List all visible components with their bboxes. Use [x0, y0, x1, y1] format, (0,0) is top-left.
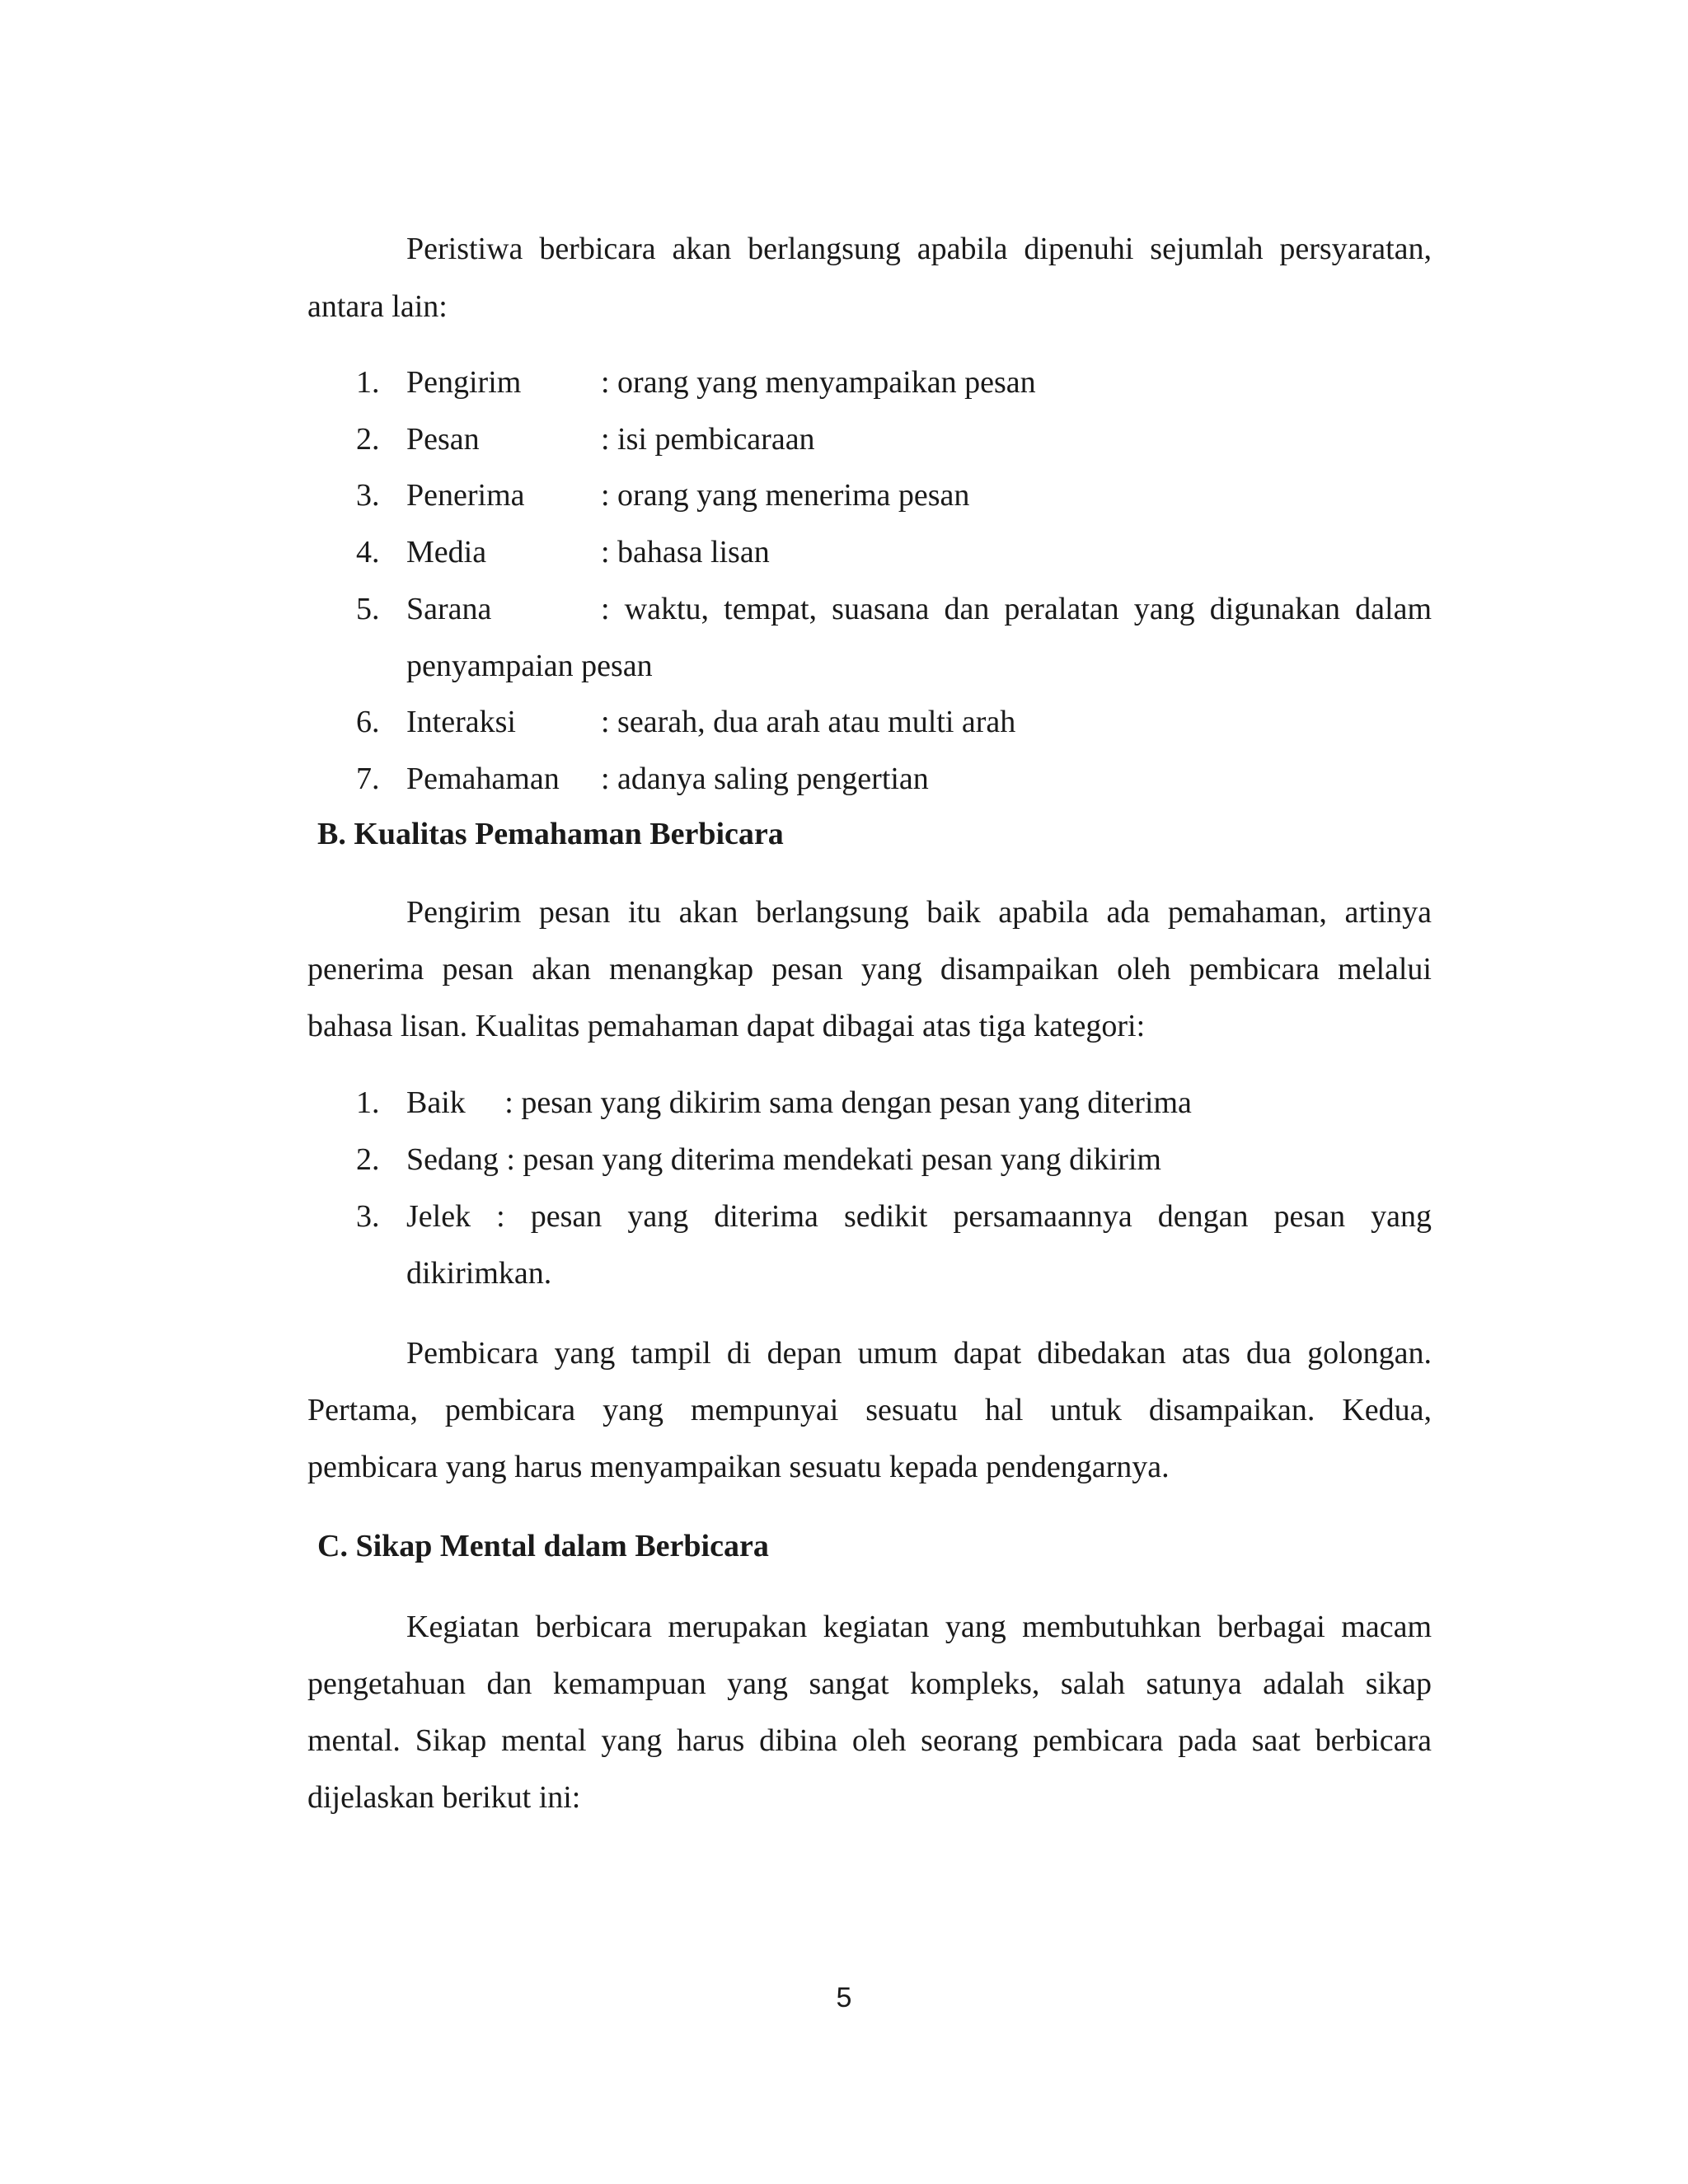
list-label: Sarana — [406, 592, 492, 626]
paragraph-line: Pertama, pembicara yang mempunyai sesuatu hal untuk disampaikan. Kedua, — [307, 1393, 1432, 1427]
list-label: Penerima — [406, 478, 525, 513]
list-label: Pesan — [406, 422, 480, 457]
paragraph-line: bahasa lisan. Kualitas pemahaman dapat dibagai atas tiga kategori: — [307, 1009, 1146, 1043]
paragraph-line: mental. Sikap mental yang harus dibina oleh seorang pembicara pada saat berbicara — [307, 1723, 1432, 1758]
paragraph-line: dijelaskan berikut ini: — [307, 1780, 581, 1815]
list-description: : isi pembicaraan — [601, 422, 815, 457]
paragraph-line: pembicara yang harus menyampaikan sesuatu kepada pendengarnya. — [307, 1450, 1170, 1484]
list-label: Pemahaman — [406, 762, 560, 796]
list-text: Baik : pesan yang dikirim sama dengan pesan yang diterima — [406, 1085, 1192, 1120]
section-heading-b: B. Kualitas Pemahaman Berbicara — [317, 817, 784, 851]
intro-line-1: Peristiwa berbicara akan berlangsung apabila dipenuhi sejumlah persyaratan, — [406, 232, 1432, 266]
section-heading-c: C. Sikap Mental dalam Berbicara — [317, 1529, 769, 1563]
paragraph-line: penerima pesan akan menangkap pesan yang disampaikan oleh pembicara melalui — [307, 952, 1432, 987]
list-label: Interaksi — [406, 705, 516, 739]
list-number: 4. — [356, 535, 380, 569]
paragraph-line: Kegiatan berbicara merupakan kegiatan yang membutuhkan berbagai macam — [406, 1610, 1432, 1644]
list-description: : adanya saling pengertian — [601, 762, 929, 796]
list-number: 1. — [356, 365, 380, 400]
paragraph-line: Pembicara yang tampil di depan umum dapat dibedakan atas dua golongan. — [406, 1336, 1432, 1371]
list-number: 6. — [356, 705, 380, 739]
list-label: Pengirim — [406, 365, 522, 400]
page-number: 5 — [836, 1982, 852, 2013]
list-number: 7. — [356, 762, 380, 796]
list-number: 3. — [356, 1199, 380, 1234]
list-text: Jelek : pesan yang diterima sedikit persamaannya dengan pesan yang — [406, 1199, 1432, 1234]
list-description: : waktu, tempat, suasana dan peralatan yang digunakan dalam — [601, 592, 1432, 626]
list-text: Sedang : pesan yang diterima mendekati pesan yang dikirim — [406, 1142, 1161, 1177]
list-number: 3. — [356, 478, 380, 513]
list-number: 2. — [356, 422, 380, 457]
paragraph-line: Pengirim pesan itu akan berlangsung baik apabila ada pemahaman, artinya — [406, 895, 1432, 930]
list-description: : searah, dua arah atau multi arah — [601, 705, 1016, 739]
list-number: 5. — [356, 592, 380, 626]
list-item-continuation: dikirimkan. — [406, 1256, 552, 1291]
list-description: : orang yang menerima pesan — [601, 478, 970, 513]
paragraph-line: pengetahuan dan kemampuan yang sangat kompleks, salah satunya adalah sikap — [307, 1666, 1432, 1701]
list-description: : orang yang menyampaikan pesan — [601, 365, 1036, 400]
list-item-continuation: penyampaian pesan — [406, 649, 653, 683]
list-number: 1. — [356, 1085, 380, 1120]
list-label: Media — [406, 535, 487, 569]
list-number: 2. — [356, 1142, 380, 1177]
list-description: : bahasa lisan — [601, 535, 770, 569]
intro-line-2: antara lain: — [307, 289, 448, 324]
